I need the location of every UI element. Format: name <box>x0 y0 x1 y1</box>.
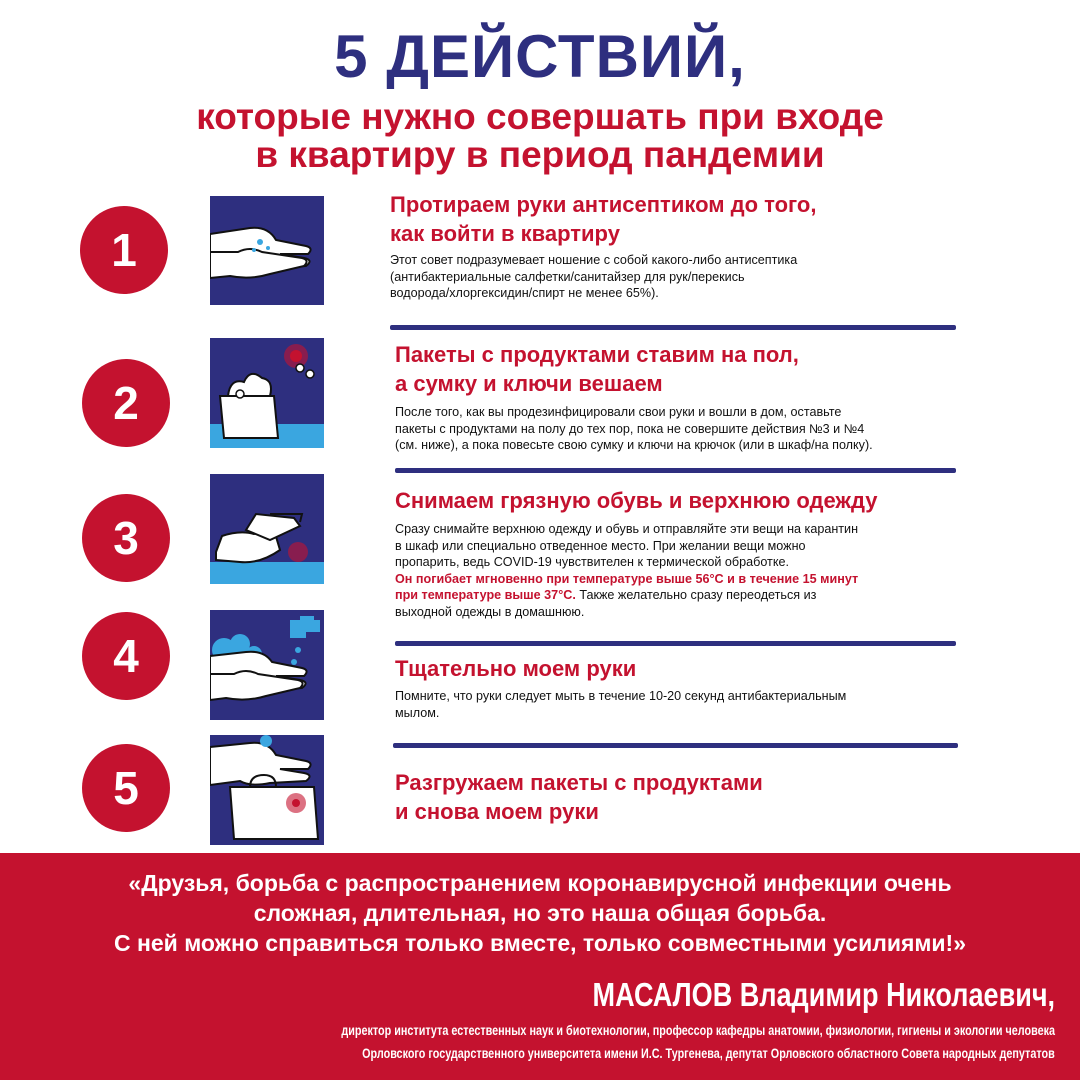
divider <box>395 468 956 473</box>
bag-and-keys-icon <box>210 338 324 448</box>
step-1-text-line-3: водорода/хлоргексидин/спирт не менее 65%). <box>390 286 659 300</box>
step-2-text-line-2: пакеты с продуктами на полу до тех пор, пока не совершите действия №3 и №4 <box>395 421 865 436</box>
step-3-text-line-2: в шкаф или специально отведенное место. При желании вещи можно <box>395 538 806 553</box>
quote-line-2: сложная, длительная, но это наша общая борьба. <box>253 900 827 926</box>
divider <box>393 743 958 748</box>
step-5-heading <box>395 768 763 826</box>
step-5-number: 5 <box>82 744 170 832</box>
step-4-text <box>395 688 846 721</box>
step-3-text <box>395 521 858 620</box>
step-1-heading-line-1: Протираем руки антисептиком до того, <box>390 192 817 217</box>
step-2-text-line-3: (см. ниже), а пока повесьте свою сумку и ключи на крючок (или в шкаф/на полку). <box>395 438 873 452</box>
divider <box>390 325 956 330</box>
step-3-text-line-3: пропарить, ведь COVID-19 чувствителен к термической обработке. <box>395 555 789 569</box>
hand-washing-icon <box>210 610 324 720</box>
step-4-text-line-1: Помните, что руки следует мыть в течение 10-20 секунд антибактериальным <box>395 689 847 703</box>
step-4-heading-line-1: Тщательно моем руки <box>395 656 637 681</box>
divider <box>395 641 956 646</box>
subtitle-line-2: в квартиру в период пандемии <box>255 134 825 175</box>
step-1-heading-line-2: как войти в квартиру <box>390 221 620 246</box>
step-5-heading-line-2: и снова моем руки <box>395 799 599 824</box>
author-position-line-2: Орловского государственного университета имени И.С. Тургенева, депутат Орловского областного Совета народных депутатов <box>362 1046 1055 1061</box>
step-3-text-line-4: выходной одежды в домашнюю. <box>395 604 585 619</box>
subtitle-line-1: которые нужно совершать при входе <box>196 96 884 137</box>
shoes-icon <box>210 474 324 584</box>
step-1-number: 1 <box>80 206 168 294</box>
step-2-text <box>395 404 873 454</box>
step-3-text-red-line-2: при температуре выше 37°С. <box>395 588 576 602</box>
page-title: 5 ДЕЙСТВИЙ, <box>334 23 746 90</box>
step-2-heading-line-2: а сумку и ключи вешаем <box>395 371 663 396</box>
page-subtitle <box>0 98 1080 174</box>
step-1-heading <box>390 190 816 248</box>
step-4-text-line-2: мылом. <box>395 705 440 720</box>
author-position-line-1: директор института естественных наук и биотехнологии, профессор кафедры анатомии, физиологии, гигиены и экологии человека <box>341 1023 1055 1038</box>
step-2-heading <box>395 340 799 398</box>
quote-line-3: С ней можно справиться только вместе, только совместными усилиями!» <box>114 930 966 956</box>
step-1-text-line-1: Этот совет подразумевает ношение с собой какого-либо антисептика <box>390 253 798 267</box>
step-3-number: 3 <box>82 494 170 582</box>
hands-sanitizer-icon <box>210 196 324 305</box>
step-2-number: 2 <box>82 359 170 447</box>
quote-line-1: «Друзья, борьба с распространением коронавирусной инфекции очень <box>128 870 952 896</box>
step-1-text <box>390 252 797 302</box>
step-4-number: 4 <box>82 612 170 700</box>
unpack-groceries-icon <box>210 735 324 845</box>
step-3-text-red-line-1: Он погибает мгновенно при температуре выше 56°С и в течение 15 минут <box>395 571 859 586</box>
step-2-text-line-1: После того, как вы продезинфицировали свои руки и вошли в дом, оставьте <box>395 405 842 419</box>
step-3-heading-line-1: Снимаем грязную обувь и верхнюю одежду <box>395 488 878 513</box>
step-3-text-after-red: Также желательно сразу переодеться из <box>575 588 817 602</box>
quote <box>0 868 1080 958</box>
step-1-text-line-2: (антибактериальные салфетки/санитайзер для рук/перекись <box>390 269 745 284</box>
step-3-heading <box>395 486 878 515</box>
step-2-heading-line-1: Пакеты с продуктами ставим на пол, <box>395 342 799 367</box>
step-4-heading <box>395 654 636 683</box>
step-3-text-line-1: Сразу снимайте верхнюю одежду и обувь и отправляйте эти вещи на карантин <box>395 522 859 536</box>
author-name: МАСАЛОВ Владимир Николаевич, <box>592 976 1055 1013</box>
step-5-heading-line-1: Разгружаем пакеты с продуктами <box>395 770 763 795</box>
